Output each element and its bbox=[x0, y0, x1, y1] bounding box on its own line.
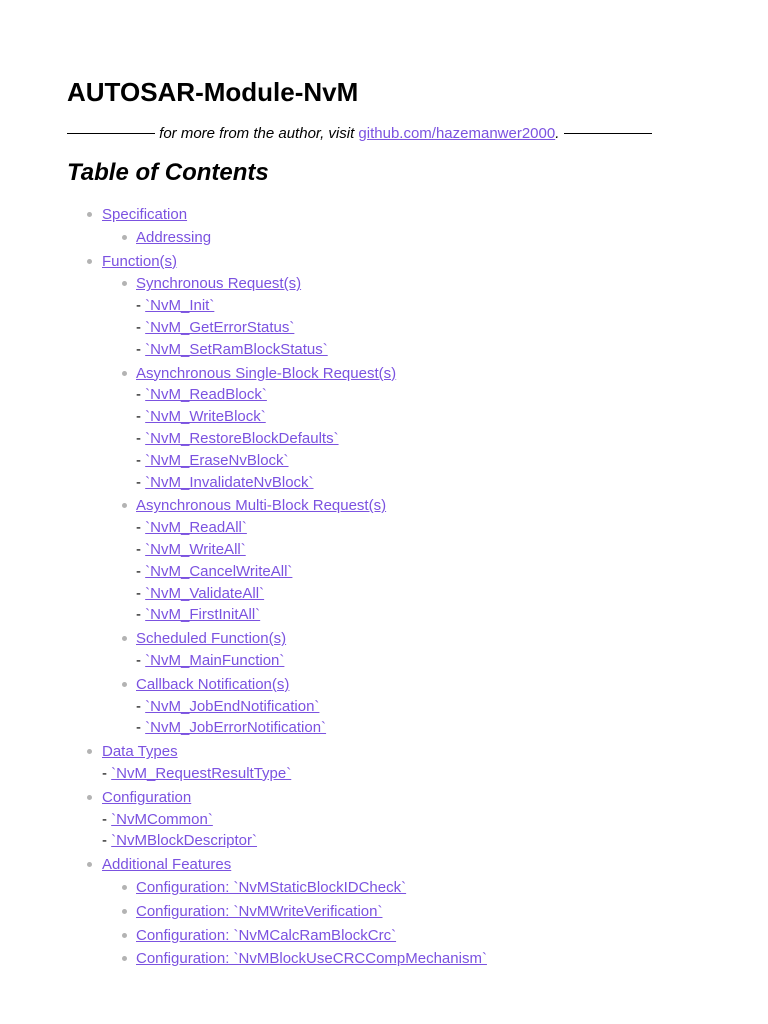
toc-function-entry bbox=[136, 604, 707, 626]
bullet-icon bbox=[122, 956, 127, 961]
toc-heading: Table of Contents bbox=[67, 159, 269, 186]
toc-function-link[interactable]: `NvM_WriteBlock` bbox=[145, 408, 266, 426]
toc-function-link[interactable]: `NvM_ReadBlock` bbox=[145, 386, 267, 404]
toc-function-link[interactable]: `NvM_MainFunction` bbox=[145, 651, 285, 669]
toc-section-link[interactable]: Function(s) bbox=[102, 252, 178, 270]
bullet-icon bbox=[122, 885, 127, 890]
toc-subsection-link[interactable]: Callback Notification(s) bbox=[136, 675, 290, 693]
toc-function-link[interactable]: `NvM_InvalidateNvBlock` bbox=[145, 473, 314, 491]
bullet-icon bbox=[122, 503, 127, 508]
dash-marker: - bbox=[102, 764, 112, 782]
toc-function-link[interactable]: `NvMCommon` bbox=[111, 810, 213, 828]
toc-function-link[interactable]: `NvM_FirstInitAll` bbox=[145, 606, 261, 624]
toc-function-entry bbox=[136, 539, 707, 561]
toc-section-link[interactable]: Additional Features bbox=[102, 856, 232, 874]
dash-marker: - bbox=[102, 832, 112, 850]
toc-function-entry bbox=[136, 406, 707, 428]
bullet-icon bbox=[87, 795, 92, 800]
dash-marker: - bbox=[136, 318, 146, 336]
toc-function-entry bbox=[136, 517, 707, 539]
dash-marker: - bbox=[136, 562, 146, 580]
toc-function-entry bbox=[136, 583, 707, 605]
toc-function-entry bbox=[136, 450, 707, 472]
toc-subitem bbox=[102, 227, 707, 249]
toc-function-link[interactable]: `NvM_JobErrorNotification` bbox=[145, 719, 327, 737]
toc-subsection-link[interactable]: Synchronous Request(s) bbox=[136, 275, 302, 293]
toc-function-link[interactable]: `NvM_WriteAll` bbox=[145, 540, 246, 558]
toc-function-entry bbox=[102, 830, 707, 852]
toc-subsection-link[interactable]: Configuration: `NvMBlockUseCRCCompMechanism` bbox=[136, 950, 487, 968]
toc-function-link[interactable]: `NvMBlockDescriptor` bbox=[111, 832, 258, 850]
bullet-icon bbox=[122, 682, 127, 687]
toc-function-entry bbox=[102, 809, 707, 831]
bullet-icon bbox=[122, 371, 127, 376]
toc-section-link[interactable]: Configuration bbox=[102, 788, 192, 806]
bullet-icon bbox=[87, 259, 92, 264]
toc-subitem bbox=[102, 948, 707, 970]
dash-marker: - bbox=[136, 719, 146, 737]
toc-subsection-link[interactable]: Scheduled Function(s) bbox=[136, 630, 287, 648]
byline-prefix: for more from the author, visit bbox=[155, 125, 359, 142]
toc-subitem bbox=[102, 628, 707, 672]
dash-marker: - bbox=[136, 519, 146, 537]
toc-subitem bbox=[102, 273, 707, 360]
bullet-icon bbox=[122, 235, 127, 240]
bullet-icon bbox=[87, 862, 92, 867]
toc-subitem bbox=[102, 925, 707, 947]
toc-function-entry bbox=[102, 763, 707, 785]
toc-function-link[interactable]: `NvM_ReadAll` bbox=[145, 519, 247, 537]
toc-function-entry bbox=[136, 428, 707, 450]
dash-marker: - bbox=[136, 408, 146, 426]
toc-function-entry bbox=[136, 384, 707, 406]
toc-function-entry bbox=[136, 717, 707, 739]
table-of-contents bbox=[67, 204, 707, 972]
toc-item bbox=[67, 854, 707, 970]
toc-function-link[interactable]: `NvM_ValidateAll` bbox=[145, 584, 265, 602]
toc-function-entry bbox=[136, 696, 707, 718]
toc-subsection-link[interactable]: Addressing bbox=[136, 228, 212, 246]
toc-item bbox=[67, 204, 707, 249]
byline-rule-left bbox=[67, 133, 155, 134]
toc-item bbox=[67, 787, 707, 852]
toc-subsection-link[interactable]: Configuration: `NvMWriteVerification` bbox=[136, 902, 383, 920]
author-byline bbox=[67, 124, 652, 144]
toc-function-link[interactable]: `NvM_RequestResultType` bbox=[111, 764, 292, 782]
toc-function-link[interactable]: `NvM_CancelWriteAll` bbox=[145, 562, 293, 580]
toc-subsection-link[interactable]: Configuration: `NvMStaticBlockIDCheck` bbox=[136, 878, 407, 896]
toc-subitem bbox=[102, 901, 707, 923]
page-title: AUTOSAR-Module-NvM bbox=[67, 77, 359, 107]
dash-marker: - bbox=[136, 340, 146, 358]
toc-function-entry bbox=[136, 561, 707, 583]
toc-list-level-2 bbox=[102, 227, 707, 249]
dash-marker: - bbox=[136, 386, 146, 404]
bullet-icon bbox=[87, 212, 92, 217]
toc-subitem bbox=[102, 674, 707, 739]
toc-list-level-2 bbox=[102, 273, 707, 739]
dash-marker: - bbox=[136, 584, 146, 602]
toc-function-link[interactable]: `NvM_EraseNvBlock` bbox=[145, 451, 289, 469]
toc-function-entry bbox=[136, 472, 707, 494]
toc-subitem bbox=[102, 495, 707, 626]
dash-marker: - bbox=[136, 606, 146, 624]
byline-suffix: . bbox=[555, 125, 564, 142]
byline-rule-right bbox=[564, 133, 652, 134]
bullet-icon bbox=[122, 909, 127, 914]
dash-marker: - bbox=[102, 810, 112, 828]
dash-marker: - bbox=[136, 651, 146, 669]
toc-function-link[interactable]: `NvM_SetRamBlockStatus` bbox=[145, 340, 328, 358]
dash-marker: - bbox=[136, 429, 146, 447]
dash-marker: - bbox=[136, 473, 146, 491]
bullet-icon bbox=[122, 933, 127, 938]
bullet-icon bbox=[122, 281, 127, 286]
toc-function-link[interactable]: `NvM_GetErrorStatus` bbox=[145, 318, 295, 336]
toc-function-link[interactable]: `NvM_JobEndNotification` bbox=[145, 697, 320, 715]
toc-function-entry bbox=[136, 295, 707, 317]
toc-subitem bbox=[102, 877, 707, 899]
toc-function-link[interactable]: `NvM_Init` bbox=[145, 297, 215, 315]
toc-function-link[interactable]: `NvM_RestoreBlockDefaults` bbox=[145, 429, 339, 447]
toc-subsection-link[interactable]: Configuration: `NvMCalcRamBlockCrc` bbox=[136, 926, 397, 944]
toc-function-entry bbox=[136, 650, 707, 672]
dash-marker: - bbox=[136, 540, 146, 558]
bullet-icon bbox=[122, 636, 127, 641]
toc-function-entry bbox=[136, 317, 707, 339]
toc-section-link[interactable]: Data Types bbox=[102, 743, 178, 761]
toc-subsection-link[interactable]: Asynchronous Multi-Block Request(s) bbox=[136, 497, 387, 515]
toc-function-entry bbox=[136, 339, 707, 361]
toc-subsection-link[interactable]: Asynchronous Single-Block Request(s) bbox=[136, 364, 397, 382]
toc-list-level-1 bbox=[67, 204, 707, 970]
toc-subitem bbox=[102, 363, 707, 494]
toc-item bbox=[67, 251, 707, 740]
dash-marker: - bbox=[136, 451, 146, 469]
toc-list-level-2 bbox=[102, 877, 707, 970]
toc-item bbox=[67, 741, 707, 785]
dash-marker: - bbox=[136, 697, 146, 715]
bullet-icon bbox=[87, 749, 92, 754]
dash-marker: - bbox=[136, 297, 146, 315]
author-github-link[interactable]: github.com/hazemanwer2000 bbox=[358, 125, 556, 142]
toc-section-link[interactable]: Specification bbox=[102, 206, 188, 223]
